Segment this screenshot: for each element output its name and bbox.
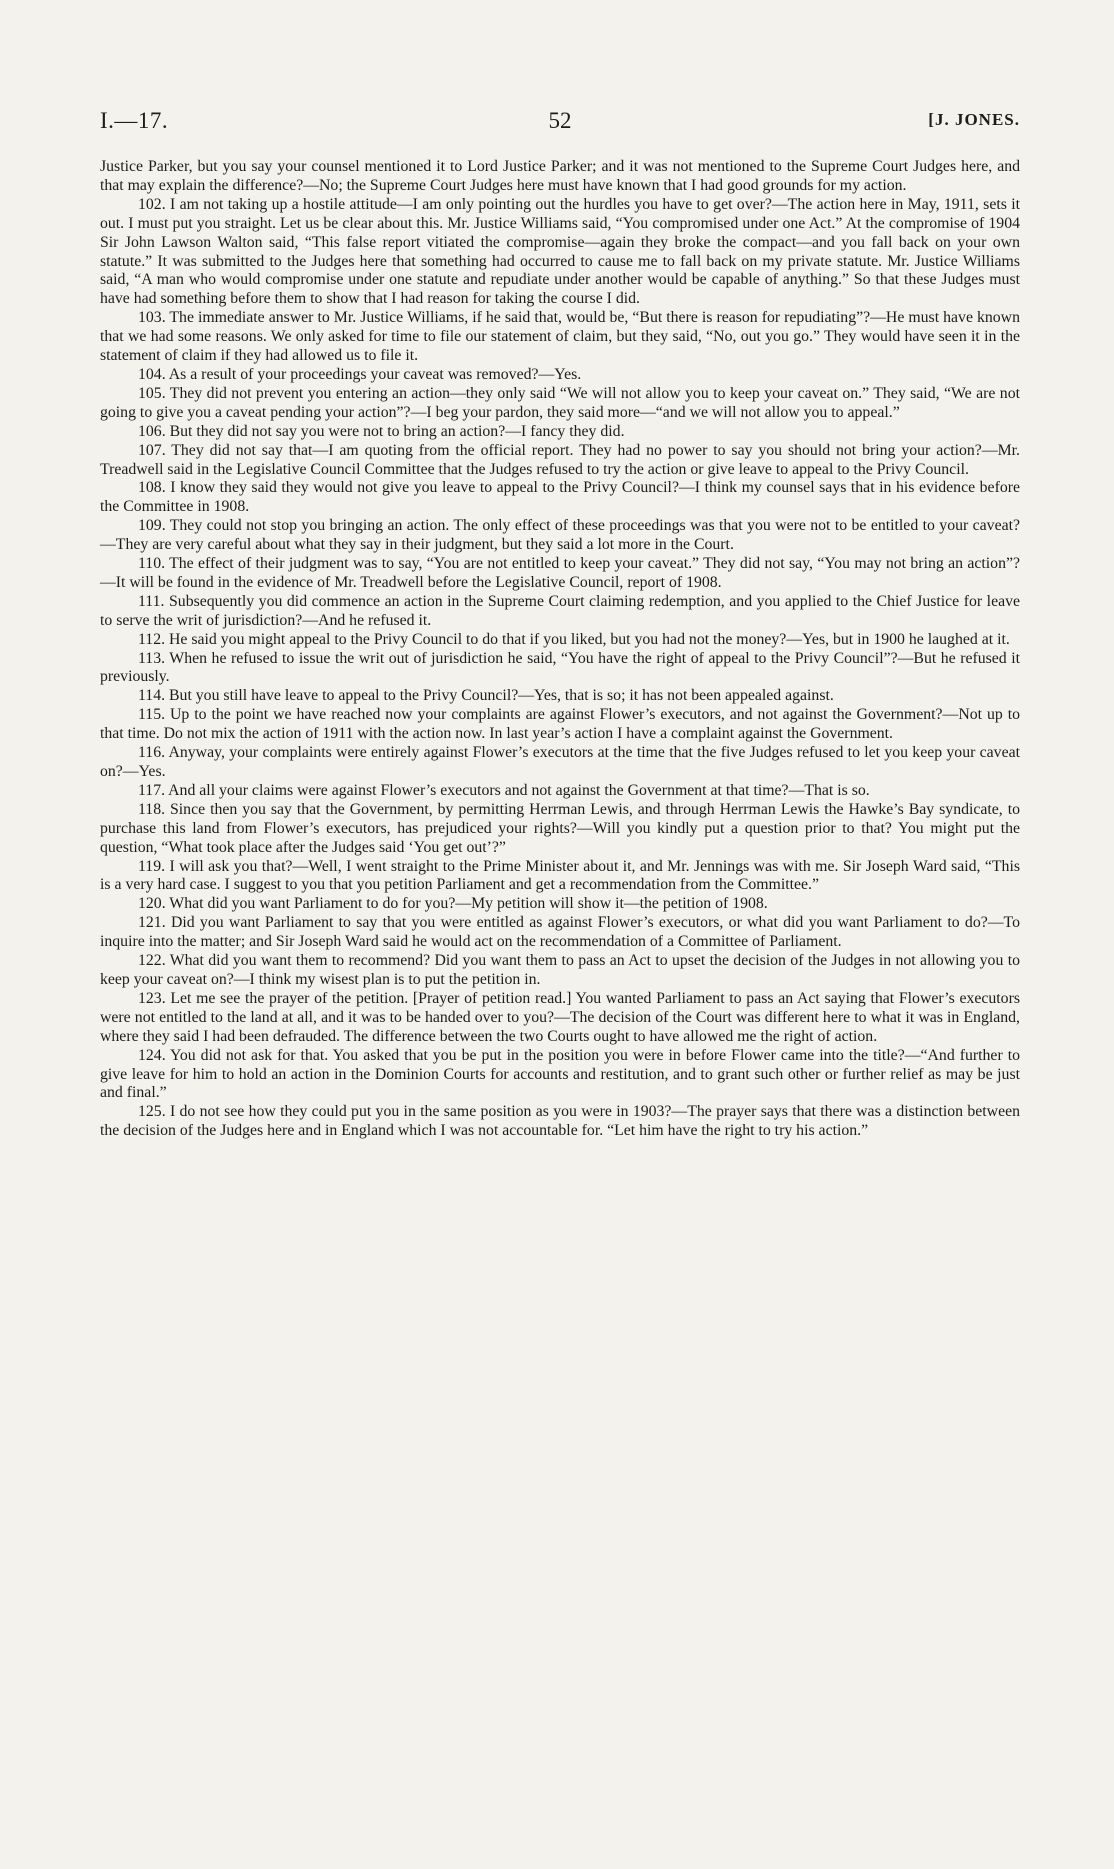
question-paragraph: 111. Subsequently you did commence an action in the Supreme Court claiming redemption, and you applied to the Chief Justice for leave to serve the writ of jurisdiction?—And he refused it.	[100, 592, 1020, 629]
question-paragraph: 105. They did not prevent you entering an action—they only said “We will not allow you to keep your caveat on.” They said, “We are not going to give you a caveat pending your action”?—I beg your pardon, they said more—“and we will not allow you to appeal.”	[100, 384, 1020, 421]
question-paragraph: 118. Since then you say that the Government, by permitting Herrman Lewis, and through Herrman Lewis the Hawke’s Bay syndicate, to purchase this land from Flower’s executors, has prejudiced your rights?—Will you kindly put a question prior to that? You might put the question, “What took place after the Judges said ‘You get out’?”	[100, 800, 1020, 856]
question-paragraph: 120. What did you want Parliament to do for you?—My petition will show it—the petition of 1908.	[138, 895, 768, 913]
question-paragraph: 125. I do not see how they could put you in the same position as you were in 1903?—The prayer says that there was a distinction between the decision of the Judges here and in England which I was not accountable for. “Let him have the right to try his action.”	[100, 1103, 1020, 1140]
question-paragraph: 112. He said you might appeal to the Privy Council to do that if you liked, but you had not the money?—Yes, but in 1900 he laughed at it.	[138, 630, 1010, 648]
question-paragraph: 121. Did you want Parliament to say that you were entitled as against Flower’s executors, or what did you want Parliament to do?—To inquire into the matter; and Sir Joseph Ward said he would act on the recommendation of a Committee of Parliament.	[100, 914, 1020, 951]
evidence-text	[100, 158, 1020, 1141]
page-number: 52	[548, 108, 572, 133]
question-paragraph: 114. But you still have leave to appeal to the Privy Council?—Yes, that is so; it has not been appealed against.	[138, 687, 834, 705]
page-header	[100, 108, 1020, 138]
question-paragraph: 119. I will ask you that?—Well, I went straight to the Prime Minister about it, and Mr. Jennings was with me. Sir Joseph Ward said, “This is a very hard case. I suggest to you that you petition Parliament and get a recommendation from the Committee.”	[100, 857, 1020, 894]
question-paragraph: 122. What did you want them to recommend? Did you want them to pass an Act to upset the decision of the Judges in not allowing you to keep your caveat on?—I think my wisest plan is to put the petition in.	[100, 952, 1020, 988]
witness-name: [J. JONES.	[928, 110, 1020, 129]
question-paragraph: 115. Up to the point we have reached now your complaints are against Flower’s executors, and not against the Government?—Not up to that time. Do not mix the action of 1911 with the action now. In last year’s action I have a complaint against the Government.	[100, 706, 1020, 743]
question-paragraph: 108. I know they said they would not give you leave to appeal to the Privy Council?—I think my counsel says that in his evidence before the Committee in 1908.	[100, 479, 1020, 516]
question-paragraph: 106. But they did not say you were not to bring an action?—I fancy they did.	[138, 422, 625, 440]
question-paragraph: 102. I am not taking up a hostile attitude—I am only pointing out the hurdles you have to get over?—The action here in May, 1911, sets it out. I must put you straight. Let us be clear about this. Mr. Justice Williams said, “You compromised under one Act.” At the compromise of 1904 Sir John Lawson Walton said, “This false report vitiated the compromise—again they broke the compact—and you fall back on your own statute.” It was submitted to the Judges here that something had occurred to cause me to fall back on my private statute. Mr. Justice Williams said, “A man who would compromise under one statute and repudiate under another would be capable of anything.” So that these Judges must have had something before them to show that I had reason for taking the course I did.	[100, 195, 1020, 308]
question-paragraph: 116. Anyway, your complaints were entirely against Flower’s executors at the time that the five Judges refused to let you keep your caveat on?—Yes.	[100, 744, 1020, 780]
question-paragraph: 123. Let me see the prayer of the petition. [Prayer of petition read.] You wanted Parliament to pass an Act saying that Flower’s executors were not entitled to the land at all, and it was to be handed over to you?—The decision of the Court was different here to what it was in England, where they said I had been defrauded. The difference between the two Courts ought to have allowed me the right of action.	[100, 989, 1020, 1045]
question-paragraph: 103. The immediate answer to Mr. Justice Williams, if he said that, would be, “But there is reason for repudiating”?—He must have known that we had some reasons. We only asked for time to file our statement of claim, but they said, “No, out you go.” They would have seen it in the statement of claim if they had allowed us to file it.	[100, 309, 1020, 365]
question-paragraph: 109. They could not stop you bringing an action. The only effect of these proceedings was that you were not to be entitled to your caveat?—They are very careful about what they say in their judgment, but they said a lot more in the Court.	[100, 517, 1020, 554]
question-paragraph: 107. They did not say that—I am quoting from the official report. They had no power to say you should not bring your action?—Mr. Treadwell said in the Legislative Council Committee that the Judges refused to try the action or give leave to appeal to the Privy Council.	[100, 441, 1020, 478]
question-paragraph: 110. The effect of their judgment was to say, “You are not entitled to keep your caveat.” They did not say, “You may not bring an action”?—It will be found in the evidence of Mr. Treadwell before the Legislative Council, report of 1908.	[100, 555, 1020, 591]
question-paragraph: 113. When he refused to issue the writ out of jurisdiction he said, “You have the right of appeal to the Privy Council”?—But he refused it previously.	[100, 649, 1020, 686]
document-reference: I.—17.	[100, 108, 169, 133]
question-paragraph: 124. You did not ask for that. You asked that you be put in the position you were in before Flower came into the title?—“And further to give leave for him to hold an action in the Dominion Courts for accounts and restitution, and to grant such other or further relief as may be just and final.”	[100, 1046, 1020, 1102]
paragraph: Justice Parker, but you say your counsel mentioned it to Lord Justice Parker; and it was not mentioned to the Supreme Court Judges here, and that may explain the difference?—No; the Supreme Court Judges here must have known that I had good grounds for my action.	[100, 158, 1020, 194]
question-paragraph: 117. And all your claims were against Flower’s executors and not against the Government at that time?—That is so.	[138, 781, 870, 799]
question-paragraph: 104. As a result of your proceedings your caveat was removed?—Yes.	[138, 365, 582, 383]
